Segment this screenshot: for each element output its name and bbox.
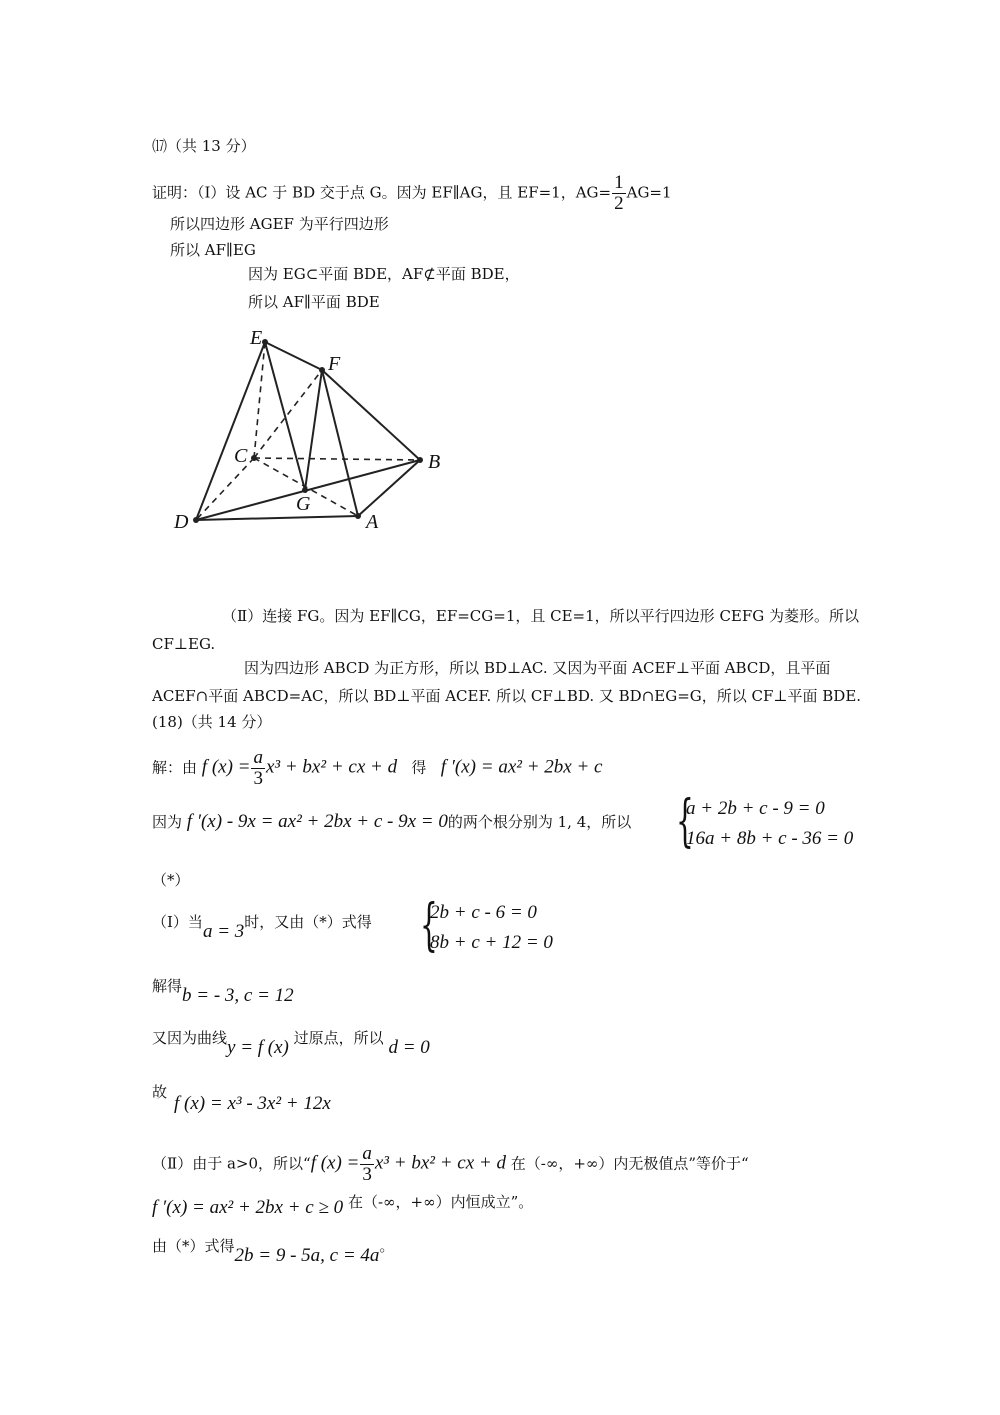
b-c-solution: b = - 3, c = 12: [182, 985, 294, 1006]
d-equals-0: d = 0: [388, 1037, 430, 1058]
p2-fraction: [360, 1144, 374, 1185]
label-B: B: [428, 451, 441, 473]
point-D: [193, 517, 199, 523]
curve-mid: 过原点，所以: [293, 1029, 384, 1047]
problem-18-header: (18)（共 14 分）: [152, 713, 272, 731]
point-A: [355, 513, 361, 519]
edge-EG: [265, 342, 305, 490]
f-prime-expr: f ′(x) = ax² + 2bx + c: [440, 756, 603, 778]
star-mark: （*）: [152, 871, 190, 889]
brace-icon: {: [420, 893, 438, 958]
jiede-text: 解得: [152, 977, 183, 995]
edge-AD: [196, 516, 358, 520]
last-line: [152, 1236, 395, 1266]
point-B: [417, 457, 423, 463]
roots-line: [152, 812, 631, 832]
part2-line-1: （Ⅱ）连接 FG。因为 EF∥CG，EF=CG=1，且 CE=1，所以平行四边形 CEFG 为菱形。所以: [222, 607, 860, 625]
edge-CE: [254, 342, 265, 458]
edge-FB: [322, 370, 420, 460]
proof-suffix: AG=1: [626, 183, 672, 202]
sol-prefix: 解：由: [152, 758, 198, 777]
p2-frac-num: a: [362, 1143, 372, 1164]
p2-f-lhs: f (x) =: [310, 1152, 360, 1174]
fraction-half: [612, 173, 626, 214]
part1-prefix: （Ⅰ）当: [152, 913, 203, 931]
last-prefix: 由（*）式得: [152, 1237, 235, 1255]
p2-inequality: f ′(x) = ax² + 2bx + c ≥ 0: [152, 1197, 344, 1218]
p2-end: 在（-∞，+∞）内恒成立”。: [347, 1193, 534, 1211]
edge-DE: [196, 342, 265, 520]
f-frac-den: 3: [253, 768, 263, 789]
point-E: [262, 339, 268, 345]
label-G: G: [296, 493, 311, 515]
part2-line-3: 因为四边形 ABCD 为正方形，所以 BD⊥AC. 又因为平面 ACEF⊥平面 ABCD，且平面: [244, 659, 831, 677]
edge-CD: [196, 458, 254, 520]
label-A: A: [366, 511, 379, 533]
p2-prefix: （Ⅱ）由于 a>0，所以“: [152, 1154, 311, 1173]
geometry-figure: [150, 318, 470, 558]
part2-line-2: CF⊥EG.: [152, 635, 216, 653]
roots-text: 的两个根分别为 1, 4，所以: [447, 813, 632, 831]
equation-system-2: [420, 893, 553, 958]
part2-condition-line: [152, 1144, 749, 1185]
solution-line-1: [152, 748, 602, 789]
label-E: E: [250, 327, 263, 349]
system-2-row-2: 8b + c + 12 = 0: [430, 932, 553, 953]
problem-17-header: ⒄（共 13 分）: [152, 137, 256, 155]
label-C: C: [234, 445, 248, 467]
part2-line-4: ACEF∩平面 ABCD=AC，所以 BD⊥平面 ACEF. 所以 CF⊥BD. 又 BD∩EG=G，所以 CF⊥平面 BDE.: [152, 687, 862, 705]
part2-inequality-line: [152, 1192, 534, 1218]
main-equation: f ′(x) - 9x = ax² + 2bx + c - 9x = 0: [186, 811, 448, 832]
proof-prefix: 证明：（Ⅰ）设 AC 于 BD 交于点 G。因为 EF∥AG，且 EF=1，AG=: [152, 183, 612, 202]
a-equals-3: a = 3: [202, 921, 245, 942]
fraction-numerator: 1: [614, 172, 624, 193]
curve-line: [152, 1028, 430, 1058]
system-1-row-2: 16a + 8b + c - 36 = 0: [686, 828, 854, 849]
label-D: D: [174, 511, 189, 533]
p2-frac-den: 3: [362, 1164, 372, 1185]
edge-FA: [322, 370, 358, 516]
p2-mid: 在（-∞，+∞）内无极值点”等价于“: [510, 1154, 749, 1173]
f-final-expression: f (x) = x³ - 3x² + 12x: [174, 1093, 331, 1114]
f-rhs: x³ + bx² + cx + d: [265, 756, 398, 778]
fraction-denominator: 2: [614, 193, 624, 214]
conclusion-label: 故: [152, 1083, 168, 1101]
solve-line: [152, 976, 294, 1006]
proof-line-5: 所以 AF∥平面 BDE: [248, 293, 380, 311]
brace-icon: {: [676, 789, 694, 854]
edge-CB: [254, 458, 420, 460]
proof-line-2: 所以四边形 AGEF 为平行四边形: [170, 215, 389, 233]
system-1-row-1: a + 2b + c - 9 = 0: [686, 798, 825, 819]
proof-line-4: 因为 EG⊂平面 BDE，AF⊄平面 BDE，: [248, 265, 520, 283]
label-F: F: [328, 353, 341, 375]
last-dot: 。: [379, 1237, 395, 1255]
proof-line-1: [152, 173, 672, 214]
curve-equation: y = f (x): [227, 1037, 289, 1058]
f-frac-num: a: [253, 747, 263, 768]
f-lhs: f (x) =: [201, 756, 251, 778]
curve-prefix: 又因为曲线: [152, 1029, 228, 1047]
last-equation: 2b = 9 - 5a, c = 4a: [234, 1245, 380, 1266]
p2-rhs: x³ + bx² + cx + d: [374, 1152, 506, 1174]
proof-line-3: 所以 AF∥EG: [170, 241, 256, 259]
equation-system-1: [676, 789, 854, 854]
part1-line: [152, 912, 372, 942]
part1-mid: 时，又由（*）式得: [244, 913, 372, 931]
de-text: 得: [411, 758, 427, 777]
because-text: 因为: [152, 813, 183, 831]
edge-EF: [265, 342, 322, 370]
f-fraction: [251, 748, 265, 789]
point-F: [319, 367, 325, 373]
point-C: [251, 455, 257, 461]
system-2-row-1: 2b + c - 6 = 0: [430, 902, 537, 923]
